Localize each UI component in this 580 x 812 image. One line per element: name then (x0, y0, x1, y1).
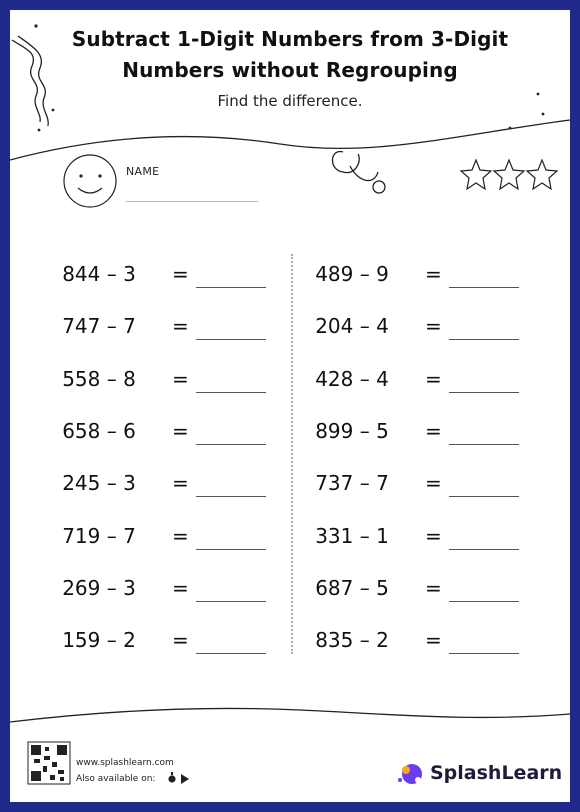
instructions: Find the difference. (217, 92, 363, 110)
problem-expression: 245 – 3 (62, 471, 136, 495)
problem-expression: 428 – 4 (315, 367, 389, 391)
equals-sign: = (172, 628, 189, 652)
answer-blank[interactable] (449, 287, 519, 288)
footer-wave (10, 709, 570, 723)
qr-code-icon (28, 742, 70, 784)
title-line-2: Numbers without Regrouping (122, 58, 458, 82)
problem-expression: 331 – 1 (315, 524, 389, 548)
answer-blank[interactable] (196, 287, 266, 288)
curl-shape (332, 152, 378, 181)
answer-blank[interactable] (449, 444, 519, 445)
problem-expression: 719 – 7 (62, 524, 136, 548)
equals-sign: = (425, 524, 442, 548)
equals-sign: = (172, 367, 189, 391)
problem-expression: 269 – 3 (62, 576, 136, 600)
equals-sign: = (172, 419, 189, 443)
worksheet-title (10, 24, 570, 86)
problem-expression: 835 – 2 (315, 628, 389, 652)
problem-expression: 899 – 5 (315, 419, 389, 443)
decorations (10, 10, 570, 802)
star-icon (461, 160, 557, 189)
equals-sign: = (172, 576, 189, 600)
equals-sign: = (425, 314, 442, 338)
apple-icon (168, 772, 175, 783)
problem-expression: 687 – 5 (315, 576, 389, 600)
problem-expression: 844 – 3 (62, 262, 136, 286)
header-wave (10, 120, 570, 160)
answer-blank[interactable] (449, 653, 519, 654)
smiley-face-icon (64, 155, 116, 207)
answer-blank[interactable] (449, 549, 519, 550)
answer-blank[interactable] (196, 339, 266, 340)
answer-blank[interactable] (196, 549, 266, 550)
equals-sign: = (425, 367, 442, 391)
column-divider (291, 254, 293, 654)
equals-sign: = (425, 576, 442, 600)
answer-blank[interactable] (196, 653, 266, 654)
name-label: NAME (126, 165, 160, 178)
problem-expression: 747 – 7 (62, 314, 136, 338)
problem-expression: 737 – 7 (315, 471, 389, 495)
title-line-1: Subtract 1-Digit Numbers from 3-Digit (71, 27, 509, 51)
problem-expression: 558 – 8 (62, 367, 136, 391)
equals-sign: = (172, 262, 189, 286)
problem-expression: 658 – 6 (62, 419, 136, 443)
equals-sign: = (425, 419, 442, 443)
problem-expression: 159 – 2 (62, 628, 136, 652)
equals-sign: = (425, 262, 442, 286)
play-store-icon (181, 774, 189, 784)
problem-expression: 489 – 9 (315, 262, 389, 286)
name-field[interactable] (126, 201, 258, 202)
equals-sign: = (172, 524, 189, 548)
splashlearn-logo-icon (398, 764, 422, 784)
available-on-label: Also available on: (76, 774, 156, 784)
answer-blank[interactable] (196, 496, 266, 497)
brand-name: SplashLearn (430, 762, 563, 784)
answer-blank[interactable] (196, 392, 266, 393)
answer-blank[interactable] (196, 444, 266, 445)
equals-sign: = (172, 471, 189, 495)
website-link[interactable]: www.splashlearn.com (76, 758, 174, 768)
worksheet-page (10, 10, 570, 802)
equals-sign: = (172, 314, 189, 338)
answer-blank[interactable] (449, 339, 519, 340)
answer-blank[interactable] (196, 601, 266, 602)
answer-blank[interactable] (449, 601, 519, 602)
answer-blank[interactable] (449, 496, 519, 497)
equals-sign: = (425, 628, 442, 652)
answer-blank[interactable] (449, 392, 519, 393)
equals-sign: = (425, 471, 442, 495)
problem-expression: 204 – 4 (315, 314, 389, 338)
